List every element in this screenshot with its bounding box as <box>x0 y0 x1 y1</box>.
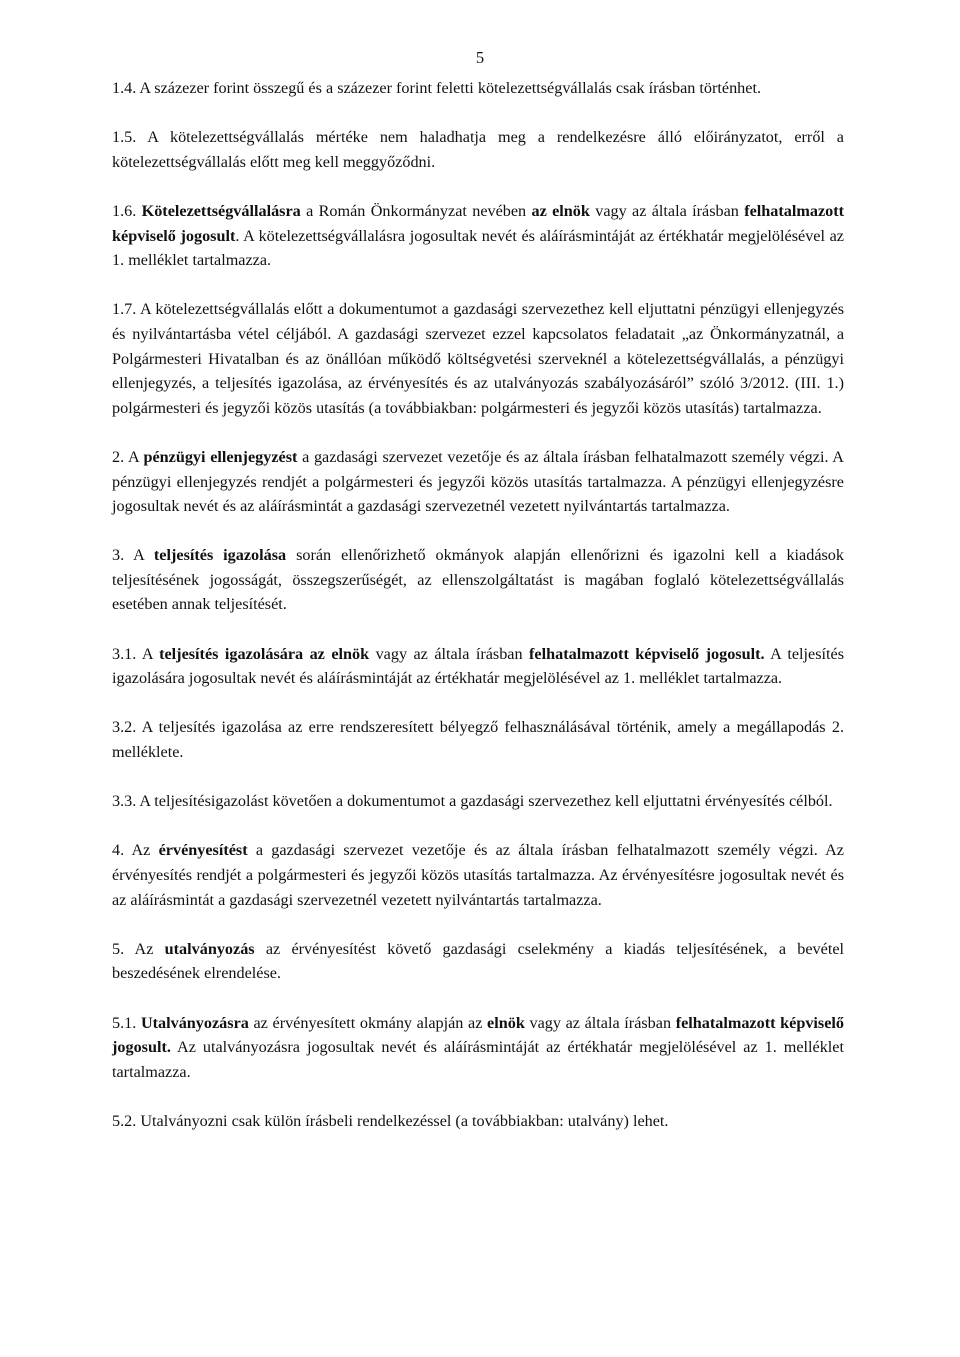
text-run: a gazdasági szervezet vezetője és az általa írásban felhatalmazott személy végzi. A pénzügyi ellenjegyzés rendjét a polgármesteri és jegyzői közös utasítás tartalmazza. A pénzügyi ellenjegyzésre jogosultak nevét és az aláírásmintát a gazdasági szervezetnél vezetett nyilvántartás tartalmazza. <box>112 447 844 516</box>
text-run: vagy az általa írásban <box>589 201 745 220</box>
text-run: 1.6. <box>112 201 142 220</box>
text-run: 1.4. A százezer forint összegű és a százezer forint feletti kötelezettségvállalás csak írásban történhet. <box>112 79 762 97</box>
text-run: 1.5. A kötelezettségvállalás mértéke nem haladhatja meg a rendelkezésre álló előirányzatot, erről a kötelezettségvállalás előtt meg kell meggyőződni. <box>112 128 844 171</box>
text-run: során ellenőrizhető okmányok alapján ellenőrizni és igazolni kell a kiadások teljesítésének jogosságát, összegszerűségét, az ellenszolgáltatást is magában foglaló kötelezettségvállalás esetében annak teljesítését. <box>112 546 844 614</box>
paragraph-p3 <box>112 543 844 617</box>
paragraph-p5 <box>112 937 844 986</box>
text-run: a Román Önkormányzat nevében <box>300 201 532 220</box>
bold-term: az elnök <box>531 201 590 220</box>
bold-term: teljesítés igazolása <box>153 546 287 565</box>
paragraph-p1-4 <box>112 76 844 101</box>
text-run: 5. Az <box>112 939 165 958</box>
paragraph-p2 <box>112 445 844 519</box>
bold-term: teljesítés igazolására az elnök <box>159 644 370 663</box>
text-run: 2. A <box>112 447 144 466</box>
bold-term: felhatalmazott képviselő jogosult <box>112 201 845 245</box>
bold-term: felhatalmazott képviselő jogosult. <box>529 644 765 663</box>
paragraph-p5-1 <box>112 1011 844 1085</box>
text-run: 3.1. A <box>112 644 160 663</box>
paragraph-p1-7 <box>112 297 844 420</box>
bold-term: érvényesítést <box>158 841 248 860</box>
paragraph-p4 <box>112 838 844 912</box>
document-body <box>112 76 844 1158</box>
text-run: 1.7. A kötelezettségvállalás előtt a dokumentumot a gazdasági szervezethez kell eljuttatni pénzügyi ellenjegyzés és nyilvántartásba vétel céljából. A gazdasági szervezet ezzel kapcsolatos feladatait „az Önkormányzatnál, a Polgármesteri Hivatalban és az önállóan működő költségvetési szerveknél a kötelezettségvállalás, a pénzügyi ellenjegyzés, a teljesítés igazolása, az érvényesítés és az utalványozás szabályozásáról” szóló 3/2012. (III. 1.) polgármesteri és jegyzői közös utasítás (a továbbiakban: polgármesteri és jegyzői közös utasítás) tartalmazza. <box>112 300 844 417</box>
paragraph-p3-3 <box>112 789 844 814</box>
paragraph-p1-5 <box>112 125 844 174</box>
text-run: vagy az általa írásban <box>369 644 530 663</box>
text-run: 3. A <box>112 546 154 565</box>
paragraph-p3-1 <box>112 642 844 691</box>
text-run: 5.1. <box>112 1013 141 1032</box>
page-number: 5 <box>475 48 485 67</box>
paragraph-p1-6 <box>112 199 844 273</box>
text-run: az érvényesített okmány alapján az <box>248 1013 488 1032</box>
text-run: 4. Az <box>112 841 159 860</box>
text-run: 3.2. A teljesítés igazolása az erre rendszeresített bélyegző felhasználásával történik, amely a megállapodás 2. melléklete. <box>112 718 844 762</box>
text-run: az érvényesítést követő gazdasági cselekmény a kiadás teljesítésének, a bevétel beszedésének elrendelése. <box>112 939 845 983</box>
paragraph-p3-2 <box>112 715 844 764</box>
text-run: . A kötelezettségvállalásra jogosultak nevét és aláírásmintáját az értékhatár megjelölésével az 1. melléklet tartalmazza. <box>112 226 844 270</box>
text-run: 3.3. A teljesítésigazolást követően a dokumentumot a gazdasági szervezethez kell eljuttatni érvényesítés célból. <box>112 792 833 811</box>
bold-term: Kötelezettségvállalásra <box>141 201 301 220</box>
bold-term: elnök <box>487 1013 525 1032</box>
text-run: A teljesítés igazolására jogosultak nevét és aláírásmintáját az értékhatár megjelölésével az 1. melléklet tartalmazza. <box>112 644 844 688</box>
bold-term: Utalványozásra <box>140 1013 249 1032</box>
bold-term: felhatalmazott képviselő jogosult. <box>112 1013 844 1057</box>
bold-term: utalványozás <box>164 939 255 958</box>
paragraph-p5-2 <box>112 1109 844 1134</box>
text-run: a gazdasági szervezet vezetője és az általa írásban felhatalmazott személy végzi. Az érvényesítés rendjét a polgármesteri és jegyzői közös utasítás tartalmazza. Az érvényesítésre jogosultak nevét és az aláírásmintát a gazdasági szervezetnél vezetett nyilvántartás tartalmazza. <box>112 841 844 909</box>
text-run: Az utalványozásra jogosultak nevét és aláírásmintáját az értékhatár megjelölésével az 1. melléklet tartalmazza. <box>112 1038 844 1081</box>
text-run: 5.2. Utalványozni csak külön írásbeli rendelkezéssel (a továbbiakban: utalvány) lehet. <box>112 1111 669 1130</box>
text-run: vagy az általa írásban <box>524 1013 676 1032</box>
bold-term: pénzügyi ellenjegyzést <box>143 447 298 466</box>
